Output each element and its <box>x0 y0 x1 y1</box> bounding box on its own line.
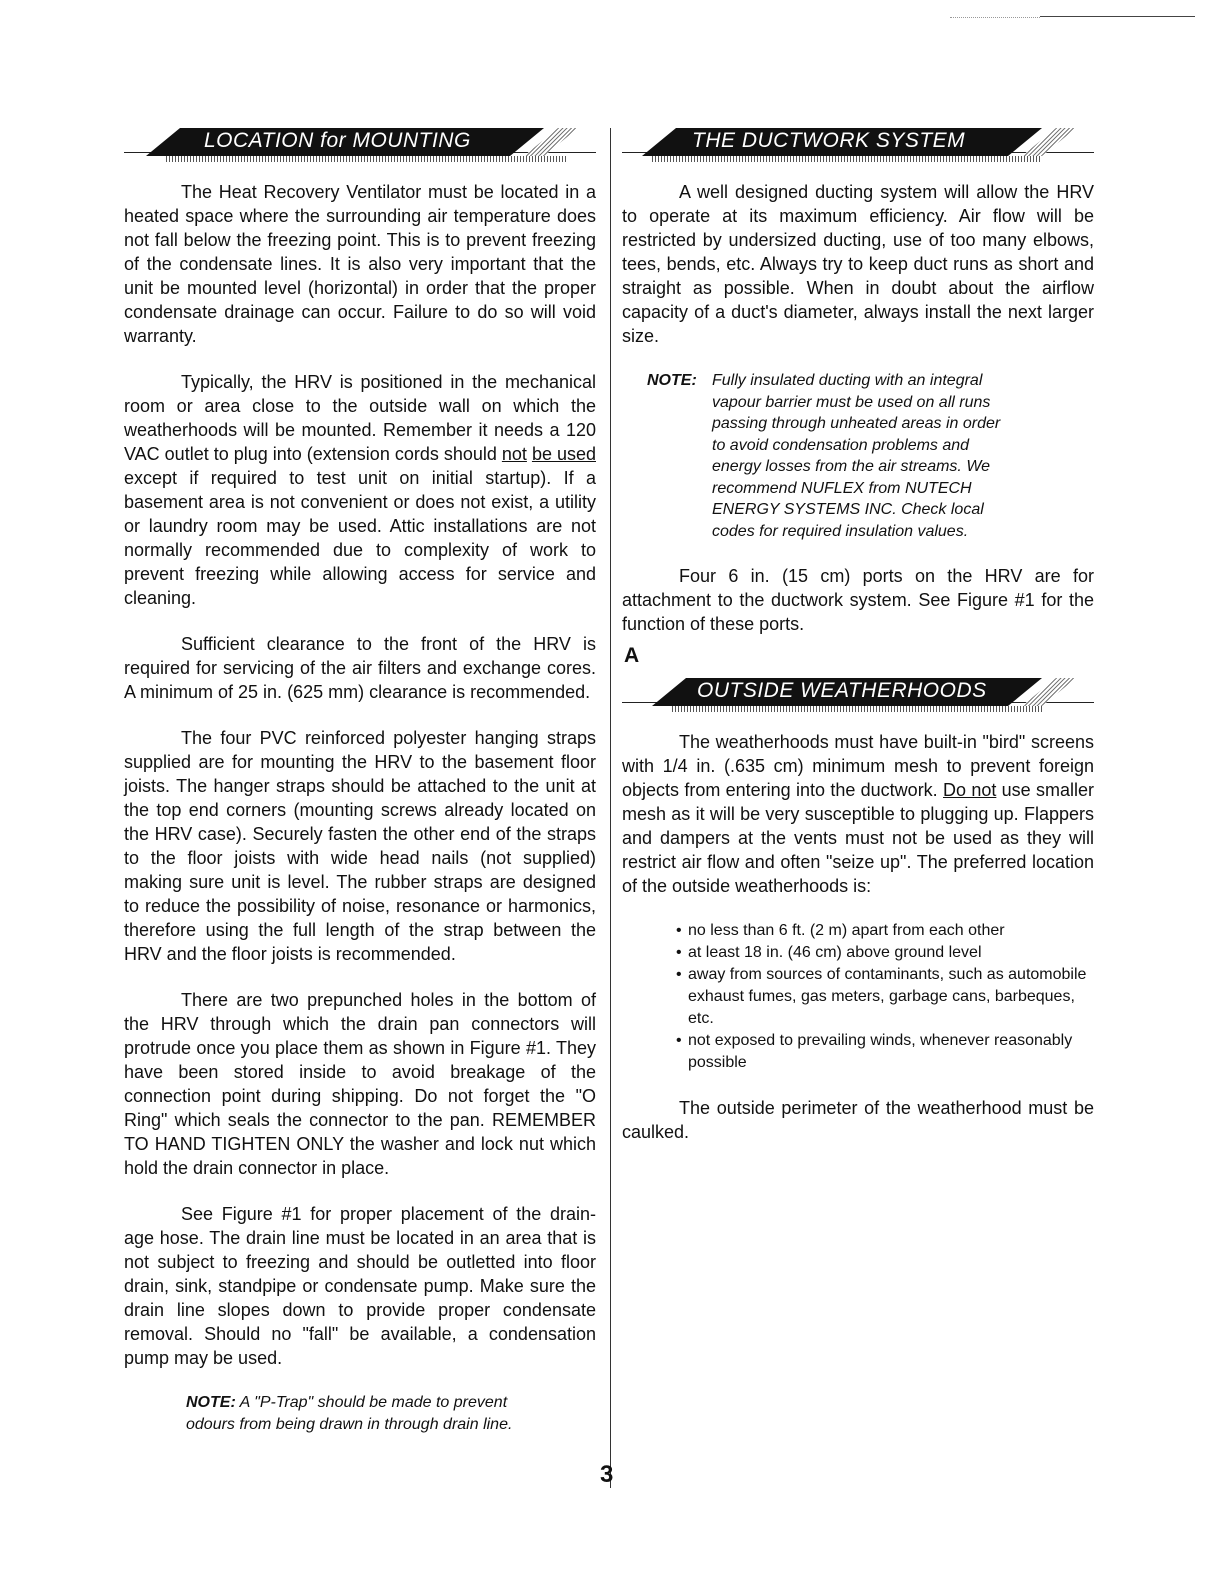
location-paragraph-4: The four PVC reinforced polyester hanging straps supplied are for mounting the HRV to the basement floor joists. The hanger straps should be attached to the unit at the top end corners (mounting screws already located on the HRV case). Securely fasten the other end of the straps to the floor joists with wide head nails (not supplied) making sure unit is level. The rubber straps are designed to reduce the possibility of noise, resonance or harmonics, therefore using the full length of the strap between the HRV and the floor joists is recommended. <box>124 728 596 964</box>
ductwork-paragraph-2: Four 6 in. (15 cm) ports on the HRV are for attachment to the ductwork system. See Figure #1 for the function of these ports. <box>622 566 1094 634</box>
location-paragraph-3: Sufficient clearance to the front of the HRV is required for servicing of the air filters and exchange cores. A minimum of 25 in. (625 mm) clearance is recommended. <box>124 634 596 702</box>
scan-artifact-line <box>1040 16 1195 17</box>
list-item: • at least 18 in. (46 cm) above ground level <box>676 942 1094 964</box>
location-paragraph-5: There are two prepunched holes in the bottom of the HRV through which the drain pan connectors will protrude once you place them as shown in Figure #1. They have been stored inside to avoid breakage of the connection point during shipping. Do not forget the "O Ring" which seals the connector to the pan. REMEMBER TO HAND TIGHTEN ONLY the washer and lock nut which hold the drain connector in place. <box>124 990 596 1178</box>
page-number: 3 <box>600 1461 614 1488</box>
ducting-note <box>622 370 1094 542</box>
location-title: LOCATION for MOUNTING <box>204 129 471 152</box>
ductwork-paragraph-1: A well designed ducting system will allow the HRV to operate at its maximum efficiency. Air flow will be restricted by undersized ducting, use of too many elbows, tees, bends, etc. Always try to keep duct runs as short and straight as possible. When in doubt about the airflow capacity of a duct's diameter, always install the next larger size. <box>622 182 1094 346</box>
stray-letter: A <box>624 644 640 667</box>
p-trap-note <box>186 1392 526 1436</box>
location-paragraph-1: The Heat Recovery Ventilator must be located in a heated space where the surrounding air temperature does not fall below the freezing point. This is to prevent freezing of the condensate lines. It is also very important that the unit be mounted level (horizontal) in order that the proper condensate drainage can occur. Failure to do so will void warranty. <box>124 182 596 346</box>
weatherhoods-banner <box>622 678 1094 712</box>
list-item: • away from sources of contaminants, such as automobile exhaust fumes, gas meters, garbage cans, barbeques, etc. <box>676 964 1094 1030</box>
location-banner <box>124 128 596 162</box>
weatherhoods-title: OUTSIDE WEATHERHOODS <box>697 679 987 702</box>
list-item: • not exposed to prevailing winds, whenever reasonably possible <box>676 1030 1094 1074</box>
left-column <box>124 128 596 1436</box>
note-label: NOTE: <box>647 372 697 389</box>
ductwork-title: THE DUCTWORK SYSTEM <box>692 129 966 152</box>
column-divider <box>610 128 611 1488</box>
note-label: NOTE: <box>186 1394 236 1411</box>
list-item: • no less than 6 ft. (2 m) apart from each other <box>676 920 1094 942</box>
location-paragraph-2: Typically, the HRV is positioned in the mechanical room or area close to the outside wall on which the weatherhoods will be mounted. Remember it needs a 120 VAC outlet to plug into (extension cords should not be used except if required to test unit on initial startup). If a basement area is not convenient or does not exist, a utility or laundry room may be used. Attic installations are not normally recommended due to complexity of work to prevent freezing while allowing access for service and cleaning. <box>124 372 596 608</box>
ductwork-banner <box>622 128 1094 162</box>
right-column <box>622 128 1094 1166</box>
scan-artifact-dash <box>950 17 1040 18</box>
note-text: A "P-Trap" should be made to prevent odours from being drawn in through drain line. <box>186 1394 513 1433</box>
note-text: Fully insulated ducting with an integral vapour barrier must be used on all runs passing through unheated areas in order to avoid condensation problems and energy losses from the air streams. We recommend NUFLEX from NUTECH ENERGY SYSTEMS INC. Check local codes for required insulation values. <box>712 372 1001 540</box>
location-paragraph-6: See Figure #1 for proper placement of the drain-age hose. The drain line must be located in an area that is not subject to freezing and should be outletted into floor drain, sink, standpipe or condensate pump. Make sure the drain line slopes down to provide proper condensate removal. Should no "fall" be available, a condensation pump may be used. <box>124 1204 596 1368</box>
weatherhoods-paragraph-2: The outside perimeter of the weatherhood must be caulked. <box>622 1098 1094 1142</box>
weatherhoods-paragraph-1: The weatherhoods must have built-in "bird" screens with 1/4 in. (.635 cm) minimum mesh to prevent foreign objects from entering into the ductwork. Do not use smaller mesh as it will be very susceptible to plugging up. Flappers and dampers at the vents must not be used as they will restrict air flow and often "seize up". The preferred location of the outside weatherhoods is: <box>622 732 1094 896</box>
location-requirements-list <box>676 920 1094 1074</box>
